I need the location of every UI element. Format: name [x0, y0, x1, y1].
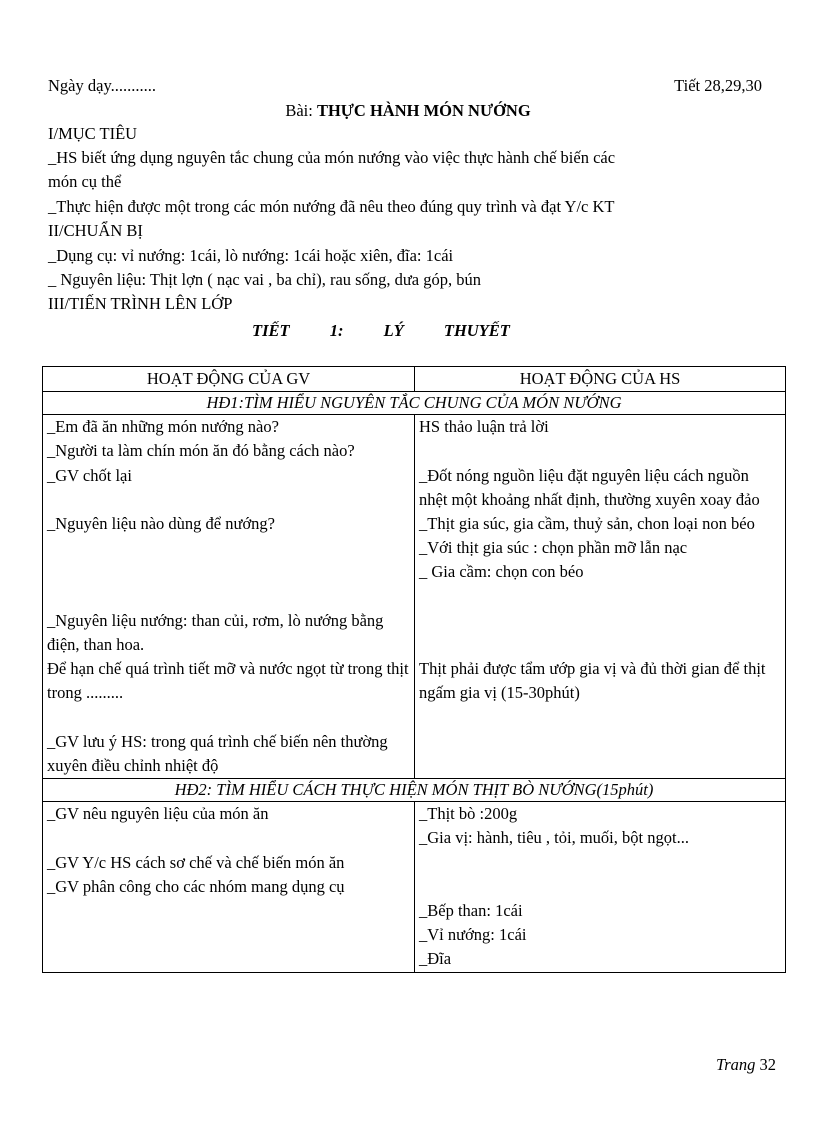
hd2-hs-a5: _Đĩa [419, 949, 452, 969]
hd2-hs-a4: _Vỉ nướng: 1cái [419, 925, 527, 945]
hd1-hs-a6: Thịt phải được tẩm ướp gia vị và đủ thời gian để thịt ngấm gia vị (15-30phút) [419, 659, 766, 703]
lesson-title [0, 100, 816, 122]
table-row-hd2 [43, 802, 786, 972]
muc-tieu-heading: I/MỤC TIÊU [48, 124, 138, 143]
dung-cu-line: _Dụng cụ: vỉ nướng: 1cái, lò nướng: 1cái hoặc xiên, đĩa: 1cái [48, 246, 454, 265]
hd2-hs-a1: _Thịt bò :200g [419, 804, 518, 824]
hd2-hs-cell [415, 802, 786, 972]
muc-tieu-item-1b: món cụ thể [48, 172, 122, 191]
hd1-hs-a3: _Thịt gia súc, gia cầm, thuỷ sản, chon loại non béo [419, 514, 755, 533]
hd1-gv-q6: Để hạn chế quá trình tiết mỡ và nước ngọt từ trong thịt trong ......... [47, 659, 409, 703]
hd1-hs-a2: _Đốt nóng nguồn liệu đặt nguyên liệu cách nguồn nhệt một khoảng nhất định, thường xuyên xoay đảo [419, 465, 760, 509]
muc-tieu-item-1a: _HS biết ứng dụng nguyên tắc chung của món nướng vào việc thực hành chế biến các [48, 148, 616, 167]
hd1-gv-q7: _GV lưu ý HS: trong quá trình chế biến nên thường xuyên điều chỉnh nhiệt độ [47, 731, 388, 775]
hd1-gv-q4: _Nguyên liệu nào dùng để nướng? [47, 514, 275, 533]
hd1-gv-q2: _Người ta làm chín món ăn đó bằng cách nào? [47, 441, 355, 461]
hd1-title: HĐ1:TÌM HIỂU NGUYÊN TẮC CHUNG CỦA MÓN NƯỚNG [43, 392, 786, 415]
hd2-title: HĐ2: TÌM HIỂU CÁCH THỰC HIỆN MÓN THỊT BÒ NƯỚNG(15phút) [43, 779, 786, 802]
chuan-bi-heading: II/CHUẨN BỊ [48, 221, 143, 240]
tien-trinh-heading: III/TIẾN TRÌNH LÊN LỚP [48, 294, 233, 313]
hd2-hs-a3: _Bếp than: 1cái [419, 901, 523, 920]
hd1-hs-a1: HS thảo luận trả lời [419, 417, 549, 437]
hd2-gv-cell [43, 802, 415, 972]
hd1-gv-q1: _Em đã ăn những món nướng nào? [47, 417, 279, 437]
lesson-period: Tiết 28,29,30 [674, 76, 762, 95]
col-header-gv: HOẠT ĐỘNG CỦA GV [43, 367, 415, 392]
hd1-hs-a4: _Với thịt gia súc : chọn phần mỡ lẫn nạc [419, 538, 688, 558]
hd1-gv-cell [43, 415, 415, 779]
page-number [716, 1055, 776, 1075]
hd1-gv-q3: _GV chốt lại [47, 465, 132, 485]
title-text: THỰC HÀNH MÓN NƯỚNG [316, 101, 531, 120]
nguyen-lieu-line: _ Nguyên liệu: Thịt lợn ( nạc vai , ba chỉ), rau sống, dưa góp, bún [48, 270, 481, 289]
activity-table [42, 366, 786, 973]
section-row-hd2 [43, 779, 786, 802]
lesson-date: Ngày dạy........... [48, 76, 156, 95]
hd2-gv-q2: _GV Y/c HS cách sơ chế và chế biến món ăn [47, 852, 345, 872]
hd2-gv-q3: _GV phân công cho các nhóm mang dụng cụ [47, 876, 345, 896]
muc-tieu-item-2: _Thực hiện được một trong các món nướng đã nêu theo đúng quy trình và đạt Y/c KT [48, 197, 615, 216]
page-label: Trang [715, 1055, 756, 1074]
section-row-hd1 [43, 392, 786, 415]
table-row-hd1 [43, 415, 786, 779]
table-header-row [43, 367, 786, 392]
hd1-hs-cell [415, 415, 786, 779]
hd1-hs-a5: _ Gia cầm: chọn con béo [419, 562, 584, 582]
hd2-hs-a2: _Gia vị: hành, tiêu , tỏi, muối, bột ngọt... [419, 828, 689, 848]
title-prefix: Bài: [285, 101, 317, 120]
tiet-label: TIẾT 1: LÝ THUYẾT [252, 321, 510, 340]
hd1-gv-q5: _Nguyên liệu nướng: than củi, rơm, lò nướng bằng điện, than hoa. [47, 610, 384, 654]
page-number-value: 32 [759, 1055, 776, 1074]
col-header-hs: HOẠT ĐỘNG CỦA HS [415, 367, 786, 392]
hd2-gv-q1: _GV nêu nguyên liệu của món ăn [47, 804, 269, 824]
